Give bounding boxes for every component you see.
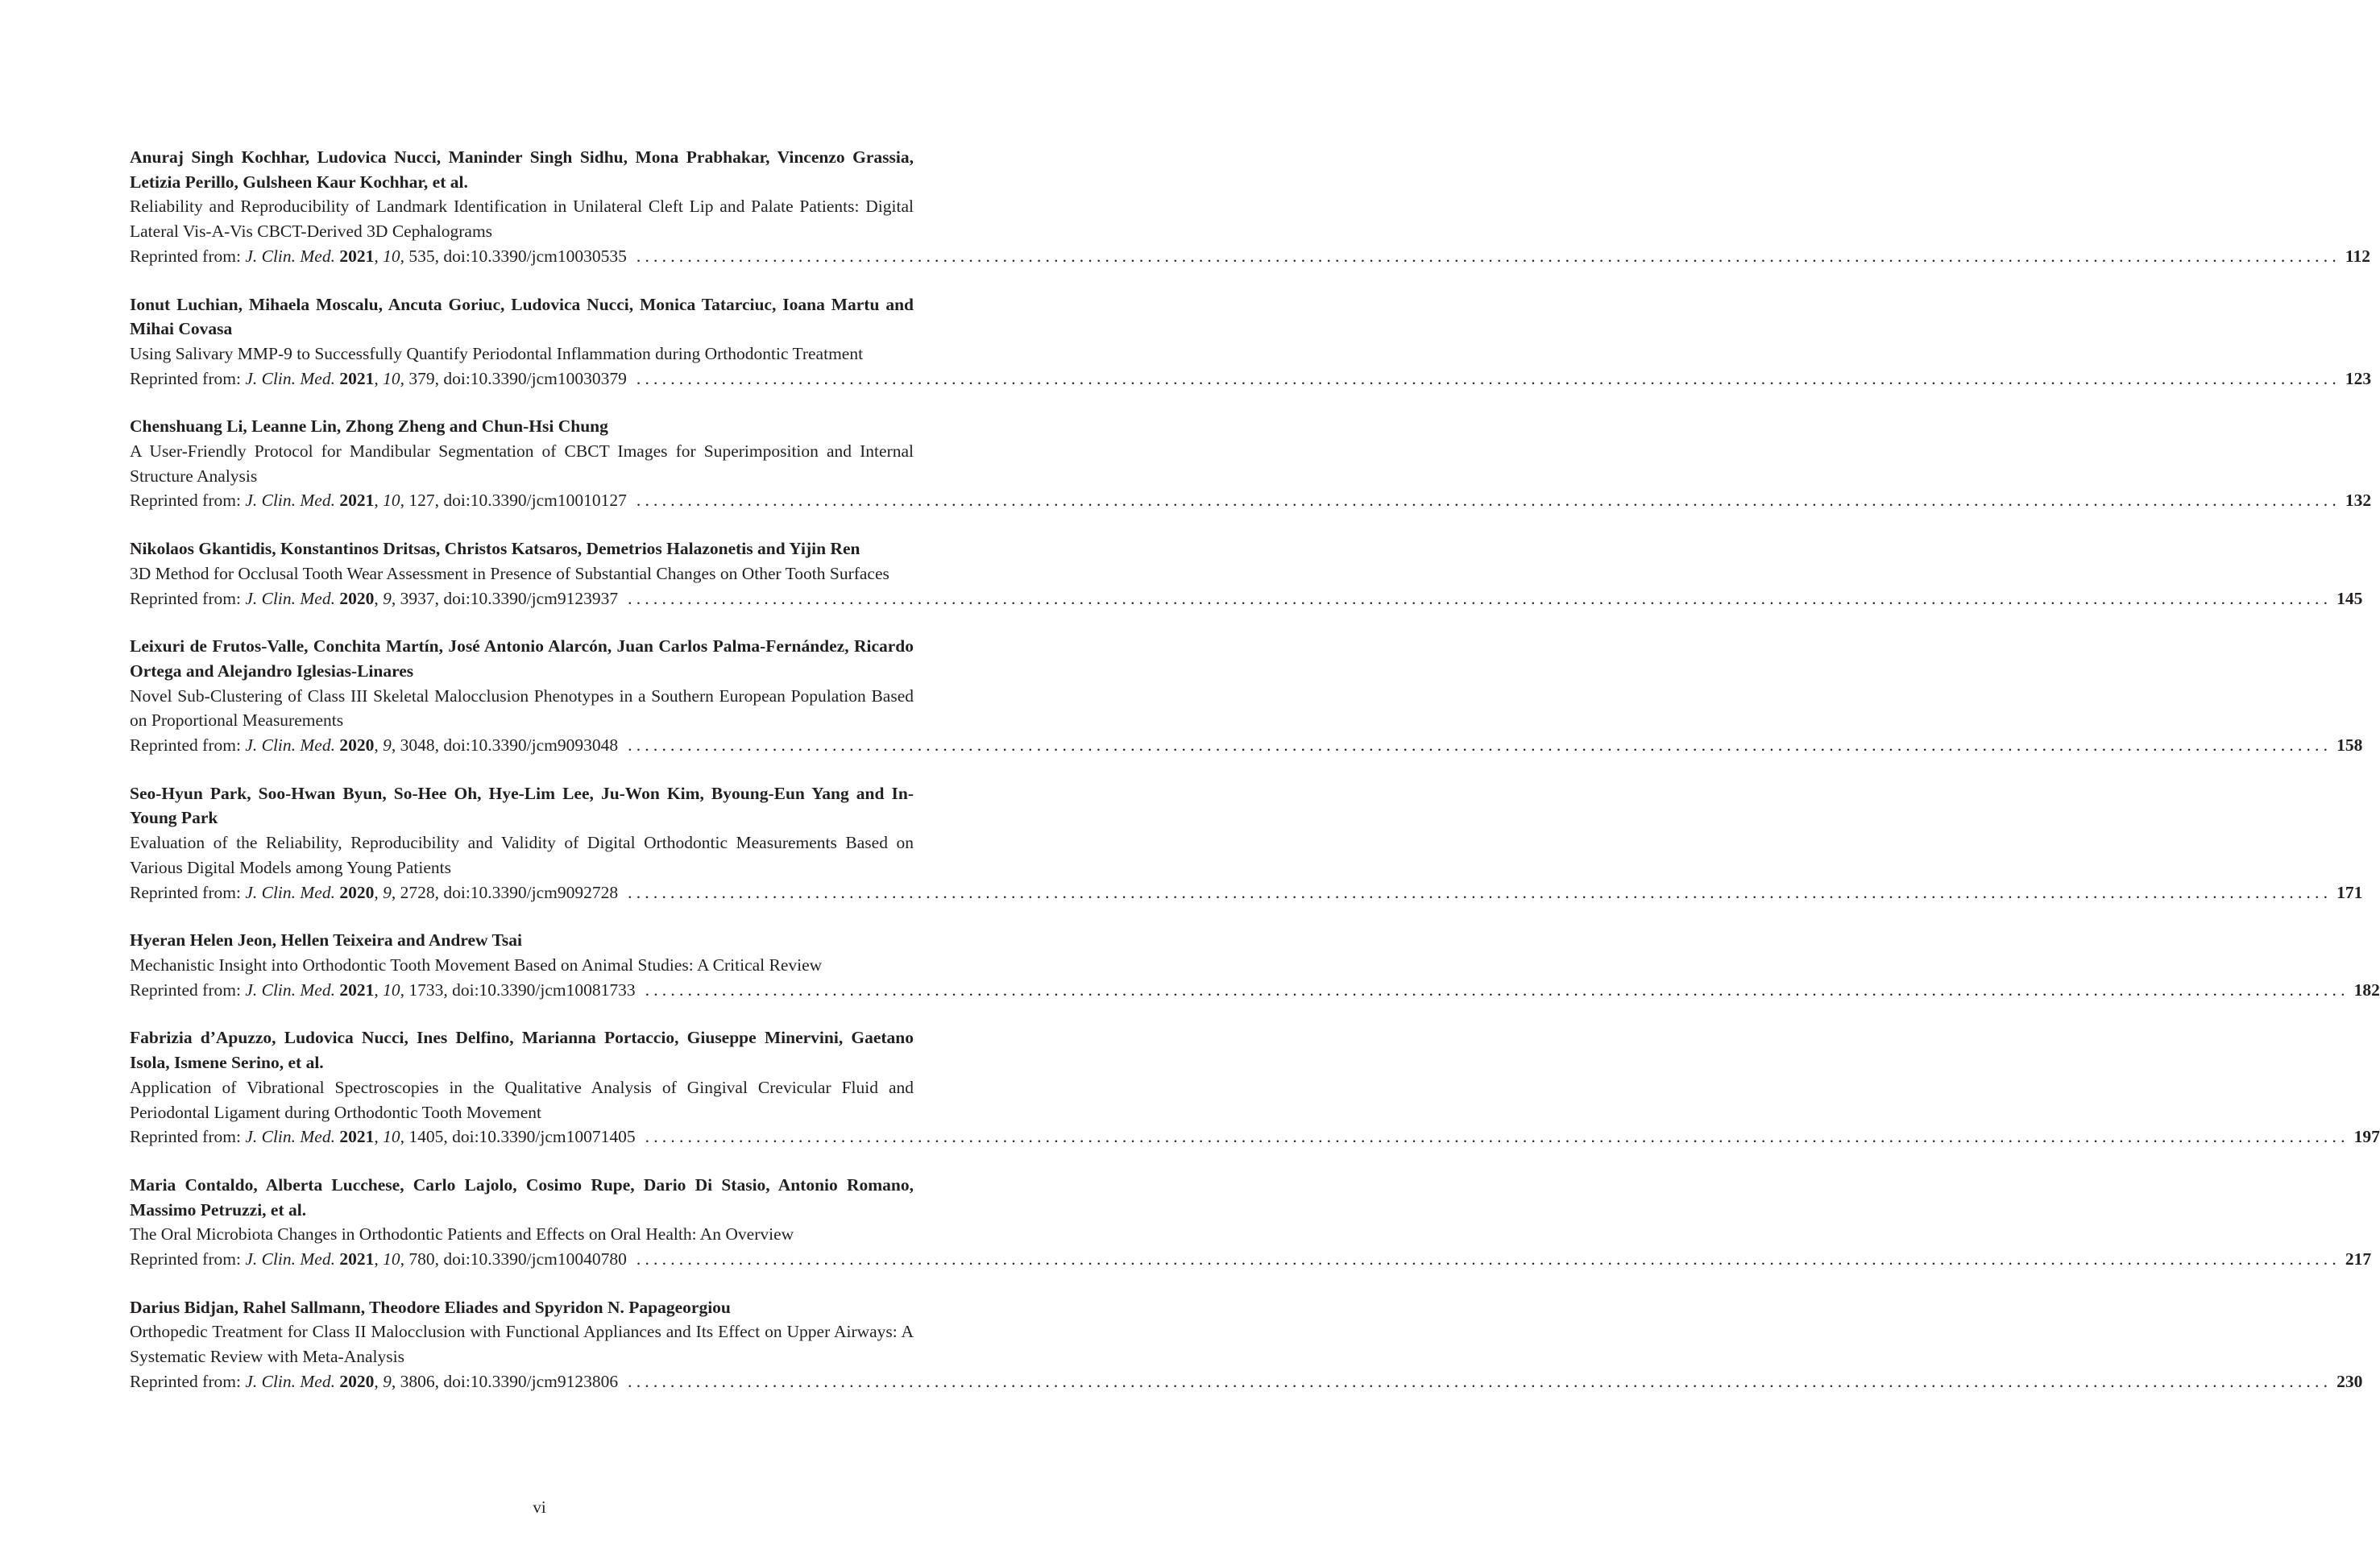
toc-entry: [130, 536, 2363, 611]
toc-entry: [130, 928, 2380, 1002]
reprinted-label: Reprinted from:: [130, 368, 241, 388]
doi: doi:10.3390/jcm9123937: [443, 588, 619, 608]
publication-year: 2021: [339, 368, 375, 388]
dot-leader: ........................................................................................................................................................................................................: [645, 980, 2349, 1000]
dot-leader: ........................................................................................................................................................................................................: [628, 882, 2332, 902]
volume-number: 10: [383, 491, 400, 511]
reprinted-label: Reprinted from:: [130, 1127, 241, 1147]
entry-citation: Reprinted from: J. Clin. Med. 2021, 10, 379, doi:10.3390/jcm10030379: [130, 368, 627, 388]
journal-name: J. Clin. Med.: [245, 882, 335, 902]
entry-page-number: 197: [2353, 1127, 2380, 1147]
article-number: 379: [408, 368, 435, 388]
publication-year: 2021: [339, 1249, 375, 1269]
entry-authors: Fabrizia d’Apuzzo, Ludovica Nucci, Ines Delfino, Marianna Portaccio, Giuseppe Minervini, Gaetano Isola, Ismene Serino, et al.: [130, 1028, 914, 1073]
dot-leader: ........................................................................................................................................................................................................: [636, 368, 2341, 388]
entry-page-number: 123: [2345, 368, 2372, 388]
table-of-contents: [130, 145, 2380, 1418]
dot-leader: ........................................................................................................................................................................................................: [645, 1127, 2349, 1147]
entry-reprint-line: [130, 586, 2363, 611]
entry-reprint-line: [130, 244, 2370, 269]
dot-leader: ........................................................................................................................................................................................................: [628, 588, 2332, 608]
volume-number: 10: [383, 1127, 400, 1147]
doi: doi:10.3390/jcm10030535: [443, 246, 627, 266]
dot-leader: ........................................................................................................................................................................................................: [636, 246, 2341, 266]
volume-number: 10: [383, 246, 400, 266]
publication-year: 2020: [339, 588, 375, 608]
entry-reprint-line: [130, 1247, 2372, 1272]
entry-page-number: 132: [2345, 491, 2372, 511]
entry-authors: Nikolaos Gkantidis, Konstantinos Dritsas, Christos Katsaros, Demetrios Halazonetis and Yijin Ren: [130, 539, 860, 559]
reprinted-label: Reprinted from:: [130, 1371, 241, 1391]
journal-name: J. Clin. Med.: [245, 368, 335, 388]
entry-reprint-line: [130, 488, 2372, 513]
journal-name: J. Clin. Med.: [245, 588, 335, 608]
entry-citation: Reprinted from: J. Clin. Med. 2020, 9, 3806, doi:10.3390/jcm9123806: [130, 1371, 619, 1391]
volume-number: 9: [383, 1371, 392, 1391]
volume-number: 10: [383, 1249, 400, 1269]
journal-name: J. Clin. Med.: [245, 735, 335, 756]
reprinted-label: Reprinted from:: [130, 882, 241, 902]
entry-authors: Chenshuang Li, Leanne Lin, Zhong Zheng and Chun-Hsi Chung: [130, 416, 608, 437]
entry-authors: Hyeran Helen Jeon, Hellen Teixeira and Andrew Tsai: [130, 930, 522, 951]
reprinted-label: Reprinted from:: [130, 735, 241, 756]
journal-name: J. Clin. Med.: [245, 1249, 335, 1269]
toc-entry: [130, 634, 2363, 758]
entry-title: 3D Method for Occlusal Tooth Wear Assessment in Presence of Substantial Changes on Other Tooth Surfaces: [130, 563, 889, 583]
reprinted-label: Reprinted from:: [130, 491, 241, 511]
doi: doi:10.3390/jcm10071405: [452, 1127, 636, 1147]
doi: doi:10.3390/jcm10030379: [443, 368, 627, 388]
dot-leader: ........................................................................................................................................................................................................: [628, 1371, 2332, 1391]
entry-title: Evaluation of the Reliability, Reproducibility and Validity of Digital Orthodontic Measurements Based on Various Digital Models among Young Patients: [130, 833, 914, 877]
reprinted-label: Reprinted from:: [130, 588, 241, 608]
entry-page-number: 182: [2353, 980, 2380, 1000]
article-number: 2728: [400, 882, 435, 902]
entry-reprint-line: [130, 880, 2363, 905]
article-number: 780: [408, 1249, 435, 1269]
entry-reprint-line: [130, 1369, 2363, 1394]
entry-citation: Reprinted from: J. Clin. Med. 2021, 10, 780, doi:10.3390/jcm10040780: [130, 1249, 627, 1269]
toc-entry: [130, 414, 2372, 513]
publication-year: 2020: [339, 1371, 375, 1391]
journal-name: J. Clin. Med.: [245, 246, 335, 266]
entry-page-number: 217: [2345, 1249, 2372, 1269]
article-number: 535: [408, 246, 435, 266]
volume-number: 9: [383, 882, 392, 902]
article-number: 127: [408, 491, 435, 511]
entry-page-number: 171: [2336, 882, 2363, 902]
doi: doi:10.3390/jcm9093048: [443, 735, 619, 756]
article-number: 1733: [408, 980, 444, 1000]
reprinted-label: Reprinted from:: [130, 1249, 241, 1269]
volume-number: 10: [383, 368, 400, 388]
entry-authors: Ionut Luchian, Mihaela Moscalu, Ancuta Goriuc, Ludovica Nucci, Monica Tatarciuc, Ioana Martu and Mihai Covasa: [130, 294, 914, 339]
toc-entry: [130, 781, 2363, 905]
volume-number: 9: [383, 588, 392, 608]
entry-title: Using Salivary MMP-9 to Successfully Quantify Periodontal Inflammation during Orthodontic Treatment: [130, 343, 864, 363]
entry-title: Novel Sub-Clustering of Class III Skeletal Malocclusion Phenotypes in a Southern European Population Based on Proportional Measurements: [130, 685, 914, 731]
article-number: 3806: [400, 1371, 435, 1391]
dot-leader: ........................................................................................................................................................................................................: [628, 735, 2332, 756]
entry-page-number: 112: [2345, 246, 2370, 266]
toc-entry: [130, 1025, 2380, 1149]
entry-citation: Reprinted from: J. Clin. Med. 2021, 10, 127, doi:10.3390/jcm10010127: [130, 491, 627, 511]
entry-title: Orthopedic Treatment for Class II Malocclusion with Functional Appliances and Its Effect on Upper Airways: A Systematic Review with Meta-Analysis: [130, 1322, 914, 1367]
entry-authors: Seo-Hyun Park, Soo-Hwan Byun, So-Hee Oh, Hye-Lim Lee, Ju-Won Kim, Byoung-Eun Yang and In-Young Park: [130, 783, 914, 828]
toc-entry: [130, 1295, 2363, 1394]
publication-year: 2021: [339, 246, 375, 266]
publication-year: 2020: [339, 735, 375, 756]
entry-citation: Reprinted from: J. Clin. Med. 2020, 9, 2728, doi:10.3390/jcm9092728: [130, 882, 619, 902]
entry-title: A User-Friendly Protocol for Mandibular Segmentation of CBCT Images for Superimposition and Internal Structure Analysis: [130, 441, 914, 486]
entry-citation: Reprinted from: J. Clin. Med. 2021, 10, 535, doi:10.3390/jcm10030535: [130, 246, 627, 266]
toc-entry: [130, 145, 2370, 269]
entry-authors: Darius Bidjan, Rahel Sallmann, Theodore Eliades and Spyridon N. Papageorgiou: [130, 1297, 731, 1317]
entry-page-number: 230: [2336, 1371, 2363, 1391]
doi: doi:10.3390/jcm9123806: [443, 1371, 619, 1391]
entry-page-number: 158: [2336, 735, 2363, 756]
journal-name: J. Clin. Med.: [245, 491, 335, 511]
volume-number: 10: [383, 980, 400, 1000]
entry-title: The Oral Microbiota Changes in Orthodontic Patients and Effects on Oral Health: An Overview: [130, 1224, 794, 1245]
doi: doi:10.3390/jcm9092728: [443, 882, 619, 902]
article-number: 3937: [400, 588, 435, 608]
toc-entry: [130, 1173, 2372, 1272]
entry-authors: Maria Contaldo, Alberta Lucchese, Carlo Lajolo, Cosimo Rupe, Dario Di Stasio, Antonio Romano, Massimo Petruzzi, et al.: [130, 1174, 914, 1220]
page-number: vi: [533, 1497, 546, 1517]
reprinted-label: Reprinted from:: [130, 246, 241, 266]
volume-number: 9: [383, 735, 392, 756]
reprinted-label: Reprinted from:: [130, 980, 241, 1000]
entry-citation: Reprinted from: J. Clin. Med. 2021, 10, 1405, doi:10.3390/jcm10071405: [130, 1127, 636, 1147]
article-number: 3048: [400, 735, 435, 756]
publication-year: 2021: [339, 1127, 375, 1147]
entry-page-number: 145: [2336, 588, 2363, 608]
entry-authors: Anuraj Singh Kochhar, Ludovica Nucci, Maninder Singh Sidhu, Mona Prabhakar, Vincenzo Grassia, Letizia Perillo, Gulsheen Kaur Kochhar, et al.: [130, 147, 914, 192]
publication-year: 2021: [339, 980, 375, 1000]
journal-name: J. Clin. Med.: [245, 1371, 335, 1391]
entry-reprint-line: [130, 1124, 2380, 1149]
doi: doi:10.3390/jcm10010127: [443, 491, 627, 511]
doi: doi:10.3390/jcm10040780: [443, 1249, 627, 1269]
entry-reprint-line: [130, 367, 2372, 391]
publication-year: 2021: [339, 491, 375, 511]
article-number: 1405: [408, 1127, 444, 1147]
entry-title: Mechanistic Insight into Orthodontic Tooth Movement Based on Animal Studies: A Critical Review: [130, 955, 823, 975]
entry-citation: Reprinted from: J. Clin. Med. 2020, 9, 3048, doi:10.3390/jcm9093048: [130, 735, 619, 756]
entry-title: Application of Vibrational Spectroscopies in the Qualitative Analysis of Gingival Crevicular Fluid and Periodontal Ligament during Orthodontic Tooth Movement: [130, 1077, 914, 1122]
doi: doi:10.3390/jcm10081733: [452, 980, 636, 1000]
journal-name: J. Clin. Med.: [245, 1127, 335, 1147]
entry-citation: Reprinted from: J. Clin. Med. 2021, 10, 1733, doi:10.3390/jcm10081733: [130, 980, 636, 1000]
entry-citation: Reprinted from: J. Clin. Med. 2020, 9, 3937, doi:10.3390/jcm9123937: [130, 588, 619, 608]
dot-leader: ........................................................................................................................................................................................................: [636, 491, 2341, 511]
entry-reprint-line: [130, 978, 2380, 1003]
publication-year: 2020: [339, 882, 375, 902]
dot-leader: ........................................................................................................................................................................................................: [636, 1249, 2341, 1269]
toc-entry: [130, 292, 2372, 391]
journal-name: J. Clin. Med.: [245, 980, 335, 1000]
entry-reprint-line: [130, 733, 2363, 758]
entry-authors: Leixuri de Frutos-Valle, Conchita Martín, José Antonio Alarcón, Juan Carlos Palma-Fernández, Ricardo Ortega and Alejandro Iglesias-Linares: [130, 636, 914, 681]
entry-title: Reliability and Reproducibility of Landmark Identification in Unilateral Cleft Lip and Palate Patients: Digital Lateral Vis-A-Vis CBCT-Derived 3D Cephalograms: [130, 197, 914, 242]
